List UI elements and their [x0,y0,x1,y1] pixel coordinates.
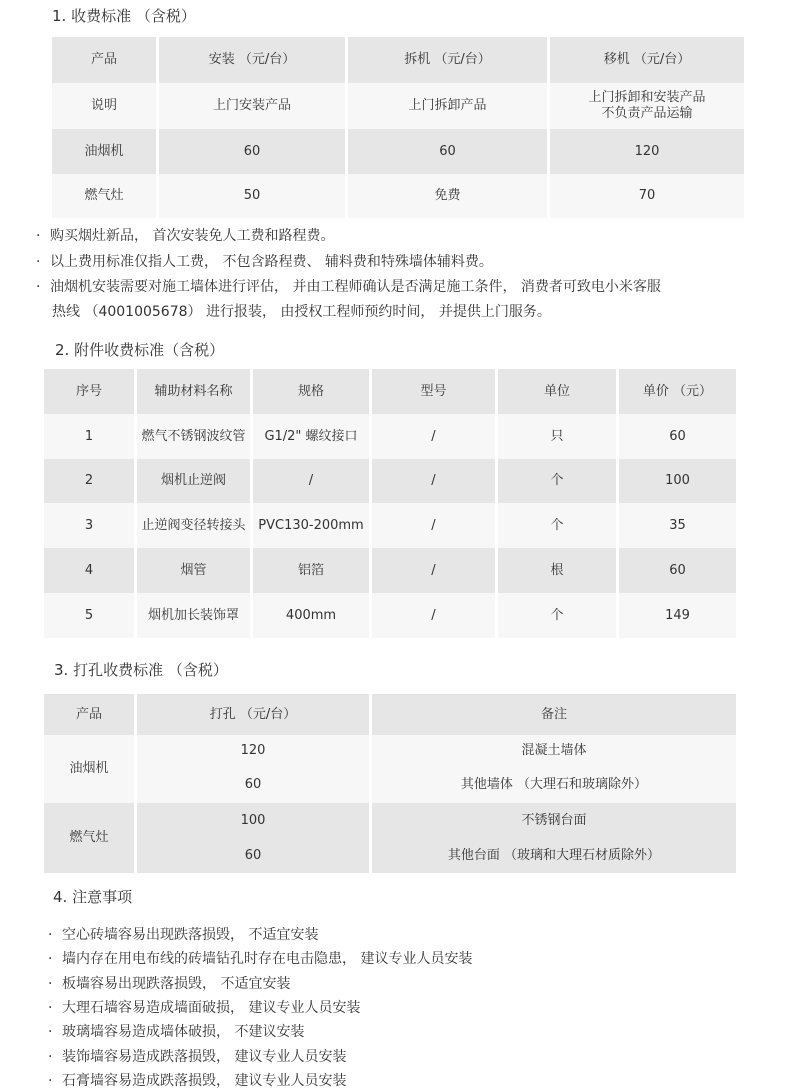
header-cell: 辅助材料名称 [137,369,250,414]
table-cell: / [253,459,369,503]
row-label: 燃气灶 [44,803,134,873]
accessory-fee-table [41,369,739,638]
header-cell: 单价 （元） [619,369,736,414]
drilling-fee-table [41,694,739,873]
list-item: · 玻璃墙容易造成墙体破损， 不建议安装 [48,1024,305,1040]
table-cell: 只 [498,414,616,459]
table-cell: 4 [44,548,134,593]
table-cell: / [372,459,495,503]
table-cell: 2 [44,459,134,503]
table-cell: 混凝土墙体 [372,735,736,767]
table-cell: 100 [619,459,736,503]
table-cell: 120 [550,129,744,174]
table-cell [550,83,744,129]
table-cell: PVC130-200mm [253,503,369,548]
install-fee-table [49,37,747,218]
table-cell: 其他墙体 （大理石和玻璃除外） [372,767,736,803]
header-cell: 产品 [52,37,156,83]
table-cell: 1 [44,414,134,459]
row-label: 燃气灶 [52,174,156,218]
header-cell: 序号 [44,369,134,414]
row-label: 油烟机 [44,735,134,803]
table-row [44,593,736,638]
list-item: · 墙内存在用电布线的砖墙钻孔时存在电击隐患， 建议专业人员安装 [48,951,473,967]
list-item: · 购买烟灶新品， 首次安装免人工费和路程费。 [36,228,335,244]
header-cell: 规格 [253,369,369,414]
list-item: · 油烟机安装需要对施工墙体进行评估， 并由工程师确认是否满足施工条件， 消费者可致电小米客服 [36,279,661,295]
table-cell: / [372,593,495,638]
table-cell: 烟管 [137,548,250,593]
table-row [52,174,744,218]
table-row [44,548,736,593]
table-row [52,83,744,129]
section-4-title: 4. 注意事项 [53,888,133,906]
list-item: · 板墙容易出现跌落损毁， 不适宜安装 [48,976,291,992]
table-cell: 3 [44,503,134,548]
table-cell: 70 [550,174,744,218]
list-item-continuation: 热线 （4001005678） 进行报装， 由授权工程师预约时间， 并提供上门服务。 [52,304,551,320]
table-row [44,459,736,503]
table-header-row [52,37,744,83]
row-label: 油烟机 [52,129,156,174]
table-cell: 烟机加长装饰罩 [137,593,250,638]
table-cell: / [372,503,495,548]
list-item: · 大理石墙容易造成墙面破损， 建议专业人员安装 [48,1000,361,1016]
header-cell: 拆机 （元/台） [348,37,547,83]
table-cell: G1/2" 螺纹接口 [253,414,369,459]
table-cell: 铝箔 [253,548,369,593]
table-row [52,129,744,174]
section-2-title: 2. 附件收费标准（含税） [55,341,225,359]
list-item: · 空心砖墙容易出现跌落损毁， 不适宜安装 [48,927,319,943]
table-cell: 35 [619,503,736,548]
table-cell: 个 [498,503,616,548]
table-row [44,414,736,459]
list-item: · 装饰墙容易造成跌落损毁， 建议专业人员安装 [48,1049,347,1065]
table-cell: 149 [619,593,736,638]
table-cell: 120 [137,735,369,767]
table-cell: 60 [137,838,369,873]
table-cell: 根 [498,548,616,593]
table-cell: 5 [44,593,134,638]
table-cell: 免费 [348,174,547,218]
cell-line: 上门拆卸和安装产品 [588,90,706,105]
table-cell: 60 [348,129,547,174]
table-cell: 100 [137,803,369,838]
section-1-title: 1. 收费标准 （含税） [52,7,196,25]
header-cell: 安装 （元/台） [159,37,345,83]
table-cell: 60 [159,129,345,174]
table-cell: 不锈钢台面 [372,803,736,838]
section-3-title: 3. 打孔收费标准 （含税） [54,661,228,679]
table-cell: 烟机止逆阀 [137,459,250,503]
table-cell: 50 [159,174,345,218]
cell-line: 不负责产品运输 [601,106,693,121]
list-item: · 以上费用标准仅指人工费， 不包含路程费、 辅料费和特殊墙体辅料费。 [36,254,493,270]
header-cell: 单位 [498,369,616,414]
table-row [44,838,736,873]
table-cell: 60 [137,767,369,803]
header-cell: 打孔 （元/台） [137,694,369,735]
table-cell: / [372,548,495,593]
table-cell: 上门拆卸产品 [348,83,547,129]
header-cell: 备注 [372,694,736,735]
header-cell: 产品 [44,694,134,735]
table-cell: / [372,414,495,459]
table-cell: 个 [498,593,616,638]
table-row [44,503,736,548]
table-row [44,803,736,838]
list-item: · 石膏墙容易造成跌落损毁， 建议专业人员安装 [48,1073,347,1088]
table-cell: 60 [619,414,736,459]
table-cell: 其他台面 （玻璃和大理石材质除外） [372,838,736,873]
table-cell: 燃气不锈钢波纹管 [137,414,250,459]
table-row [44,735,736,767]
table-cell: 60 [619,548,736,593]
table-header-row [44,369,736,414]
table-header-row [44,694,736,735]
table-cell: 止逆阀变径转接头 [137,503,250,548]
header-cell: 型号 [372,369,495,414]
row-label: 说明 [52,83,156,129]
table-cell: 上门安装产品 [159,83,345,129]
table-cell: 个 [498,459,616,503]
table-row [44,767,736,803]
header-cell: 移机 （元/台） [550,37,744,83]
table-cell: 400mm [253,593,369,638]
